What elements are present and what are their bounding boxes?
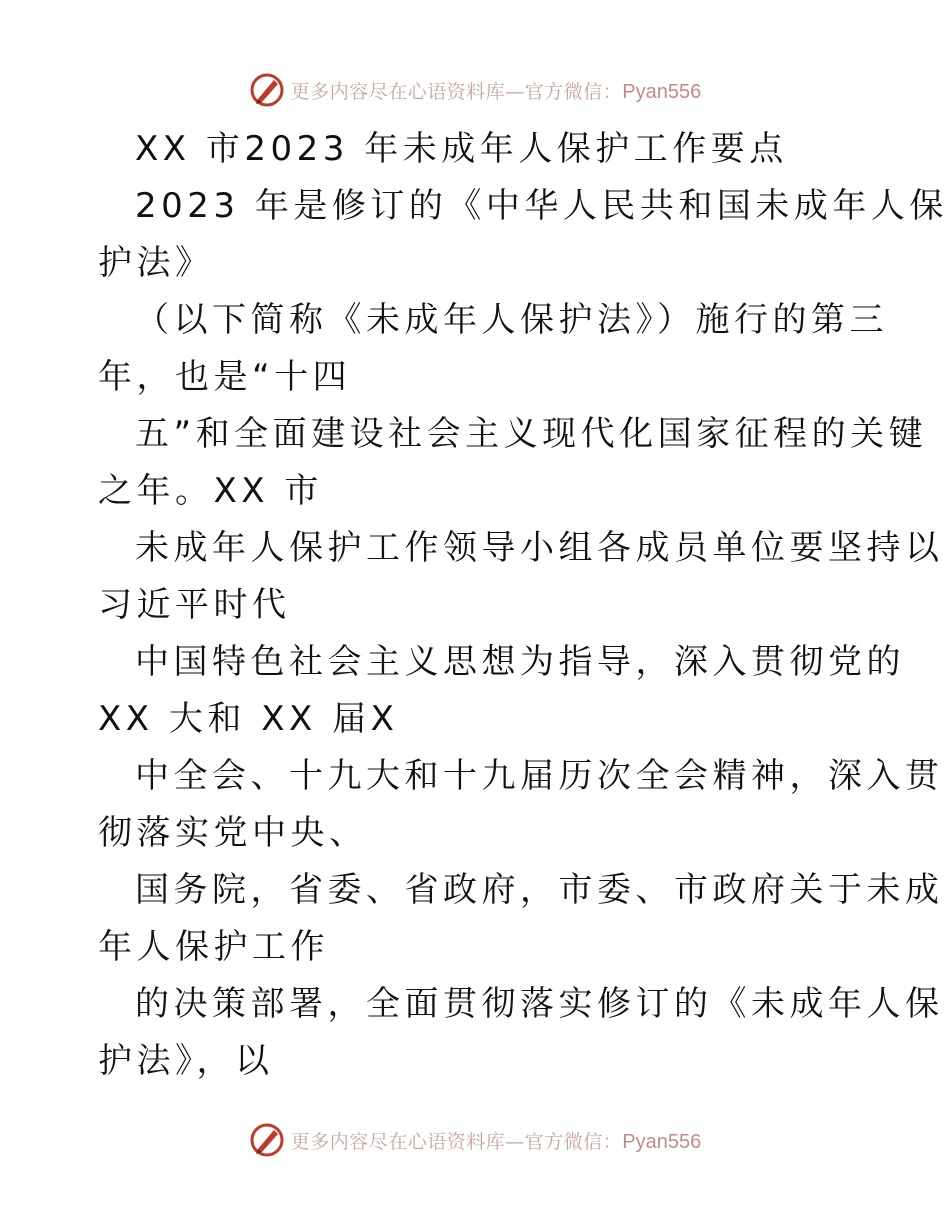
watermark-text: 更多内容尽在心语资料库—官方微信：Pyan556 bbox=[290, 80, 702, 103]
text-line: 护法》，以 bbox=[98, 1041, 274, 1081]
text-line: 五”和全面建设社会主义现代化国家征程的关键 bbox=[135, 414, 928, 454]
text-line: 的决策部署，全面贯彻落实修订的《未成年人保 bbox=[135, 984, 944, 1024]
text-line: 彻落实党中央、 bbox=[98, 813, 368, 853]
pen-logo-icon bbox=[249, 1122, 285, 1158]
text-line: 2023 年是修订的《中华人民共和国未成年人保 bbox=[135, 186, 948, 226]
document-body bbox=[98, 121, 948, 1090]
text-line: 年人保护工作 bbox=[98, 927, 329, 967]
text-line: 中国特色社会主义思想为指导，深入贯彻党的 bbox=[135, 642, 905, 682]
footer-watermark bbox=[0, 1120, 950, 1160]
text-line: 国务院，省委、省政府，市委、市政府关于未成 bbox=[135, 870, 944, 910]
text-line: 护法》 bbox=[98, 243, 214, 283]
text-line: XX 市2023 年未成年人保护工作要点 bbox=[135, 129, 788, 169]
text-line: XX 大和 XX 届X bbox=[98, 699, 399, 739]
header-watermark bbox=[0, 70, 950, 110]
text-line: （以下简称《未成年人保护法》）施行的第三 bbox=[135, 300, 888, 340]
text-line: 中全会、十九大和十九届历次全会精神，深入贯 bbox=[135, 756, 944, 796]
text-line: 年，也是“十四 bbox=[98, 357, 352, 397]
text-line: 未成年人保护工作领导小组各成员单位要坚持以 bbox=[135, 528, 944, 568]
text-line: 之年。XX 市 bbox=[98, 471, 323, 511]
pen-logo-icon bbox=[249, 72, 285, 108]
watermark-text: 更多内容尽在心语资料库—官方微信：Pyan556 bbox=[290, 1130, 702, 1153]
text-line: 习近平时代 bbox=[98, 585, 291, 625]
